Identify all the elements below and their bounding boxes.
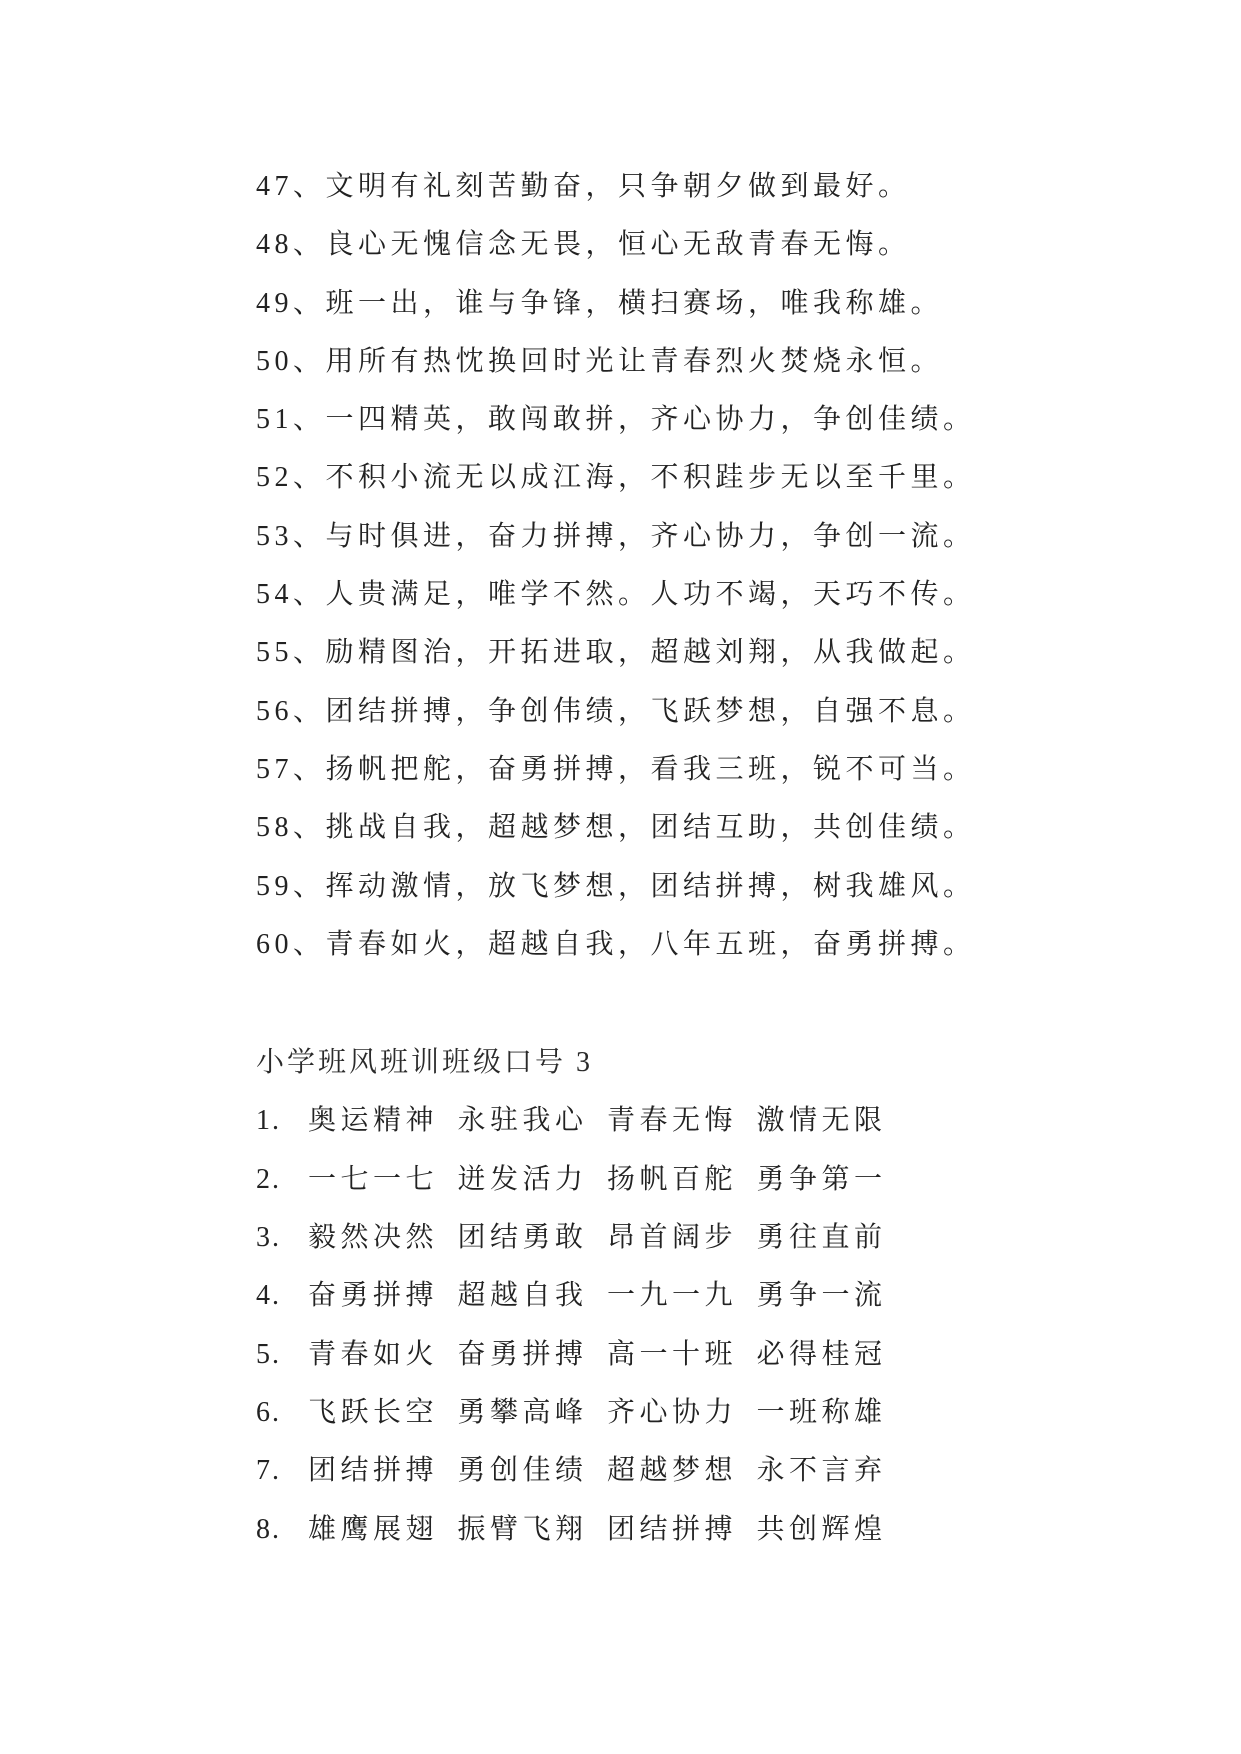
item-text: 青春如火 奋勇拼搏 高一十班 必得桂冠 <box>308 1338 887 1370</box>
list-item <box>256 1442 1156 1500</box>
list-item <box>256 1384 1156 1442</box>
item-number: 1. <box>256 1105 281 1137</box>
list-item <box>256 1151 1156 1209</box>
slogan-line: 52、不积小流无以成江海，不积跬步无以至千里。 <box>256 462 976 494</box>
document-body <box>256 158 1156 1559</box>
item-text: 毅然决然 团结勇敢 昂首阔步 勇往直前 <box>308 1222 887 1254</box>
slogan-line: 58、挑战自我，超越梦想，团结互助，共创佳绩。 <box>256 812 976 844</box>
item-text: 雄鹰展翅 振臂飞翔 团结拼搏 共创辉煌 <box>308 1513 887 1545</box>
item-text: 飞跃长空 勇攀高峰 齐心协力 一班称雄 <box>308 1396 887 1428</box>
item-text: 一七一七 迸发活力 扬帆百舵 勇争第一 <box>308 1163 887 1195</box>
slogan-line: 57、扬帆把舵，奋勇拼搏，看我三班，锐不可当。 <box>256 753 976 785</box>
item-number: 5. <box>256 1338 281 1370</box>
list-item <box>256 1267 1156 1325</box>
slogan-line: 56、团结拼搏，争创伟绩，飞跃梦想，自强不息。 <box>256 695 976 727</box>
list-item <box>256 1501 1156 1559</box>
slogan-line: 60、青春如火，超越自我，八年五班，奋勇拼搏。 <box>256 928 976 960</box>
item-number: 7. <box>256 1455 281 1487</box>
list-item <box>256 1092 1156 1150</box>
item-number: 8. <box>256 1513 281 1545</box>
slogan-line: 48、良心无愧信念无畏，恒心无敌青春无悔。 <box>256 229 911 261</box>
slogan-line: 59、挥动激情，放飞梦想，团结拼搏，树我雄风。 <box>256 870 976 902</box>
list-item <box>256 1326 1156 1384</box>
list-item <box>256 1209 1156 1267</box>
slogan-line: 55、励精图治，开拓进取，超越刘翔，从我做起。 <box>256 637 976 669</box>
slogan-line: 53、与时俱进，奋力拼搏，齐心协力，争创一流。 <box>256 520 976 552</box>
slogan-line: 50、用所有热忱换回时光让青春烈火焚烧永恒。 <box>256 345 944 377</box>
item-text: 团结拼搏 勇创佳绩 超越梦想 永不言弃 <box>308 1455 887 1487</box>
slogan-line: 47、文明有礼刻苦勤奋，只争朝夕做到最好。 <box>256 171 911 202</box>
item-text: 奋勇拼搏 超越自我 一九一九 勇争一流 <box>308 1280 887 1312</box>
item-text: 奥运精神 永驻我心 青春无悔 激情无限 <box>308 1105 887 1137</box>
slogan-list <box>256 158 1156 974</box>
item-number: 3. <box>256 1222 281 1254</box>
slogan-line: 54、人贵满足，唯学不然。人功不竭，天巧不传。 <box>256 579 976 611</box>
slogan-line: 49、班一出，谁与争锋，横扫赛场，唯我称雄。 <box>256 287 944 319</box>
slogan-line: 51、一四精英，敢闯敢拼，齐心协力，争创佳绩。 <box>256 404 976 436</box>
item-number: 4. <box>256 1280 281 1312</box>
item-number: 2. <box>256 1163 281 1195</box>
section3-item-list <box>256 1092 1156 1558</box>
section-heading: 小学班风班训班级口号 3 <box>256 1047 594 1079</box>
item-number: 6. <box>256 1396 281 1428</box>
